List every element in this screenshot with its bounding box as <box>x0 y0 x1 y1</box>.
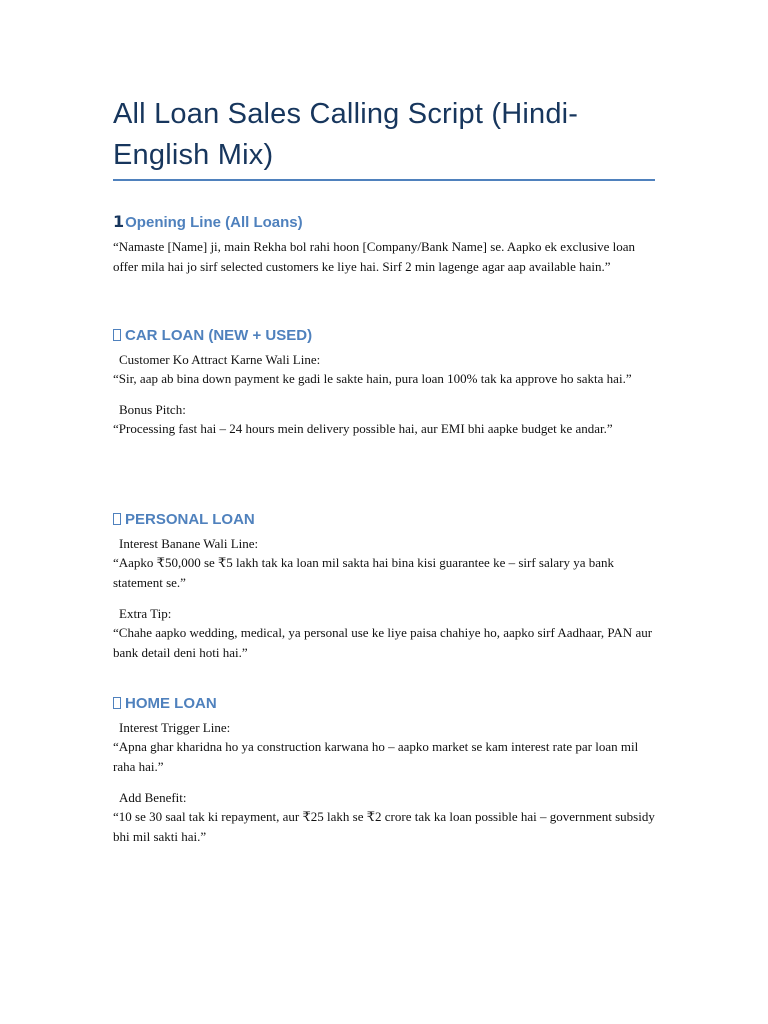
section-opening-line <box>113 212 658 277</box>
section-car-loan <box>113 326 658 439</box>
missing-glyph-icon <box>113 513 121 525</box>
missing-glyph-icon <box>113 697 121 709</box>
section-heading-opening-line <box>113 212 658 233</box>
car-loan-bonus-quote: “Processing fast hai – 24 hours mein delivery possible hai, aur EMI bhi aapke budget ke andar.” <box>113 421 613 436</box>
title-underline <box>113 179 655 181</box>
car-loan-attract-quote: “Sir, aap ab bina down payment ke gadi le sakte hain, pura loan 100% tak ka approve ho sakta hai.” <box>113 371 632 386</box>
personal-loan-tip-label: Extra Tip: <box>119 606 172 621</box>
home-loan-trigger-label: Interest Trigger Line: <box>119 720 231 735</box>
section-heading-text: HOME LOAN <box>125 695 217 712</box>
home-loan-trigger-quote: “Apna ghar kharidna ho ya construction karwana ho – aapko market se kam interest rate par loan mil raha hai.” <box>113 739 639 774</box>
section-heading-car-loan <box>113 326 658 346</box>
home-loan-benefit-quote: “10 se 30 saal tak ki repayment, aur ₹25 lakh se ₹2 crore tak ka loan possible hai – government subsidy bhi mil sakti hai.” <box>113 809 655 844</box>
section-heading-text: Opening Line (All Loans) <box>125 214 303 231</box>
personal-loan-interest-label: Interest Banane Wali Line: <box>119 536 259 551</box>
section-heading-home-loan <box>113 694 658 714</box>
home-loan-benefit-label: Add Benefit: <box>119 790 187 805</box>
number-one-marker: 1 <box>113 212 125 231</box>
personal-loan-interest-quote: “Aapko ₹50,000 se ₹5 lakh tak ka loan mil sakta hai bina kisi guarantee ke – sirf salary ya bank statement se.” <box>113 555 615 590</box>
missing-glyph-icon <box>113 329 121 341</box>
section-heading-personal-loan <box>113 510 658 530</box>
section-personal-loan <box>113 510 658 663</box>
car-loan-attract-label: Customer Ko Attract Karne Wali Line: <box>119 352 321 367</box>
section-heading-text: PERSONAL LOAN <box>125 511 255 528</box>
document-title: All Loan Sales Calling Script (Hindi-English Mix) <box>113 98 579 171</box>
section-heading-text: CAR LOAN (NEW + USED) <box>125 327 313 344</box>
personal-loan-tip-quote: “Chahe aapko wedding, medical, ya personal use ke liye paisa chahiye ho, aapko sirf Aadhaar, PAN aur bank detail deni hoti hai.” <box>113 625 653 660</box>
opening-line-quote: “Namaste [Name] ji, main Rekha bol rahi hoon [Company/Bank Name] se. Aapko ek exclusive loan offer mila hai jo sirf selected customers ke liye hai. Sirf 2 min lagenge agar aap available hain.” <box>113 239 636 274</box>
section-home-loan <box>113 694 658 847</box>
car-loan-bonus-label: Bonus Pitch: <box>119 402 186 417</box>
